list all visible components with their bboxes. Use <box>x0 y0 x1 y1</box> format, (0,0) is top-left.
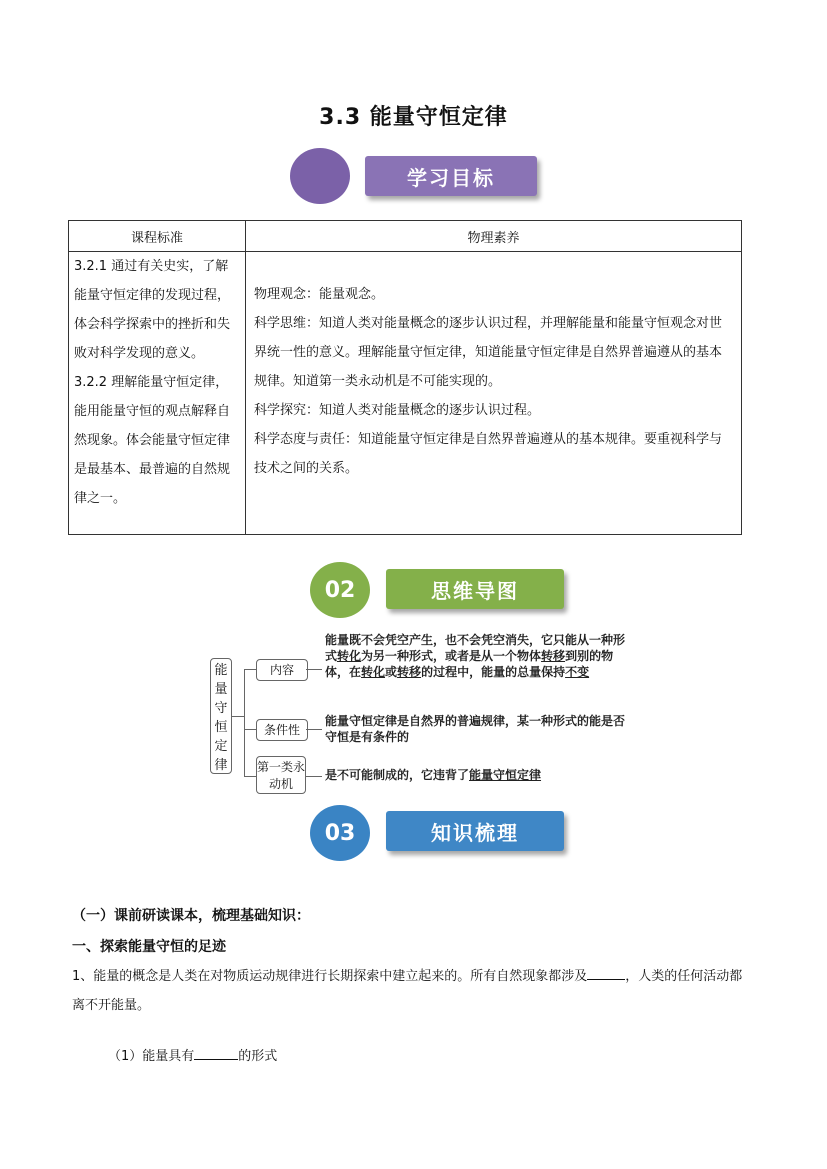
badge-label-mindmap: 思维导图 <box>386 569 564 609</box>
underlined-term: 转化 <box>361 665 386 679</box>
fill-blank[interactable] <box>587 965 625 980</box>
underlined-term: 转移 <box>541 649 566 663</box>
underlined-term: 转移 <box>397 665 422 679</box>
mindmap-node-content: 内容 <box>256 659 308 681</box>
table-header-row <box>69 221 742 252</box>
paragraph-2-text-a: （1）能量具有 <box>108 1049 195 1064</box>
badge-label-objectives: 学习目标 <box>365 156 537 196</box>
page-title: 3.3 能量守恒定律 <box>319 105 508 130</box>
paragraph-1-text-b: ，人类的任何活动都离不开能量。 <box>72 969 743 1013</box>
literacy-cell <box>246 252 742 535</box>
badge-circle-objectives <box>290 148 350 204</box>
mindmap-root: 能量守恒定律 <box>210 658 232 774</box>
paragraph-1 <box>72 962 752 1020</box>
desc-text: 为另一种形式，或者是从一个物体 <box>361 649 542 663</box>
header-course-standard: 课程标准 <box>69 221 246 252</box>
desc-text: 到别的物体，在 <box>325 649 614 679</box>
underlined-term: 能量守恒定律 <box>469 768 542 782</box>
desc-text: 能量守恒定律是自然界的普遍规律，某一种形式的能是否守恒是有条件的 <box>325 714 626 744</box>
underlined-term: 转化 <box>337 649 362 663</box>
mindmap-desc-perpetual-motion <box>325 767 625 783</box>
desc-text: 是不可能制成的，它违背了 <box>325 768 470 782</box>
paragraph-2-text-b: 的形式 <box>238 1049 278 1064</box>
literacy-item: 物理观念：能量观念。 <box>254 287 385 302</box>
fill-blank[interactable] <box>194 1045 238 1060</box>
mindmap-desc-content <box>325 632 625 680</box>
header-physics-literacy: 物理素养 <box>246 221 742 252</box>
badge-number-mindmap: 02 <box>310 562 370 618</box>
mind-map <box>207 628 627 798</box>
mindmap-node-condition: 条件性 <box>256 719 308 741</box>
literacy-item: 科学探究：知道人类对能量概念的逐步认识过程。 <box>254 403 541 418</box>
desc-text: 或 <box>385 665 398 679</box>
objectives-table <box>68 220 742 535</box>
desc-text: 能量既不会凭空产生，也不会凭空消失，它只能从一种形式 <box>325 633 626 663</box>
literacy-item: 科学思维：知道人类对能量概念的逐步认识过程，并理解能量和能量守恒观念对世界统一性的意义。理解能量守恒定律，知道能量守恒定律是自然界普遍遵从的基本规律。知道第一类永动机是不可能实现的。 <box>254 316 723 389</box>
paragraph-1-text-a: 1、能量的概念是人类在对物质运动规律进行长期探索中建立起来的。所有自然现象都涉及 <box>72 969 588 984</box>
section-heading: （一）课前研读课本，梳理基础知识： <box>72 908 310 924</box>
section-badge-objectives <box>290 148 550 204</box>
mindmap-node-perpetual-motion: 第一类永动机 <box>256 756 306 794</box>
standard-item: 3.2.2 理解能量守恒定律，能用能量守恒的观点解释自然现象。体会能量守恒定律是最基本、最普遍的自然规律之一。 <box>74 375 231 506</box>
mindmap-desc-condition <box>325 713 625 745</box>
standard-item: 3.2.1 通过有关史实，了解能量守恒定律的发现过程，体会科学探索中的挫折和失败对科学发现的意义。 <box>74 259 231 361</box>
underlined-term: 不变 <box>565 665 590 679</box>
section-badge-mindmap <box>310 562 570 618</box>
badge-number-knowledge: 03 <box>310 805 370 861</box>
standards-cell <box>69 252 246 535</box>
desc-text: 的过程中，能量的总量保持 <box>421 665 566 679</box>
table-row <box>69 252 742 535</box>
section-badge-knowledge <box>310 805 570 861</box>
literacy-item: 科学态度与责任：知道能量守恒定律是自然界普遍遵从的基本规律。要重视科学与技术之间的关系。 <box>254 432 723 476</box>
paragraph-2 <box>108 1045 277 1064</box>
badge-label-knowledge: 知识梳理 <box>386 811 564 851</box>
subsection-heading: 一、探索能量守恒的足迹 <box>72 939 226 955</box>
